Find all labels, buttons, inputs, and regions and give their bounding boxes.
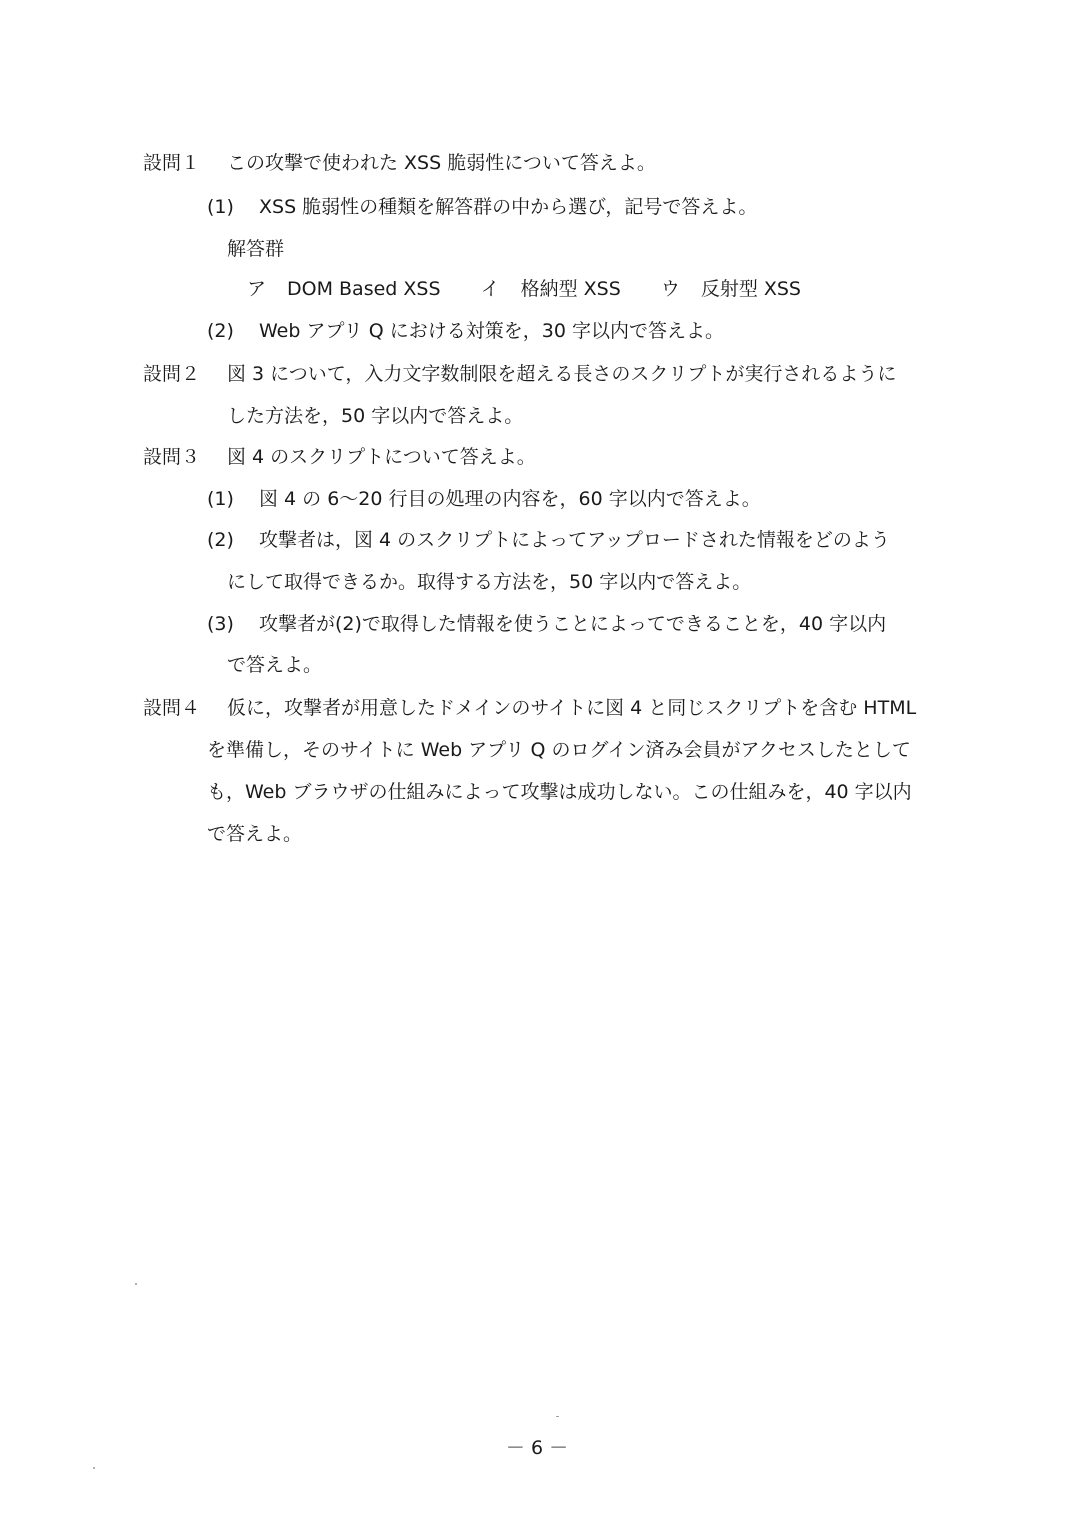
question-3-sub-2-line-2: にして取得できるか。取得する方法を，50 字以内で答えよ。	[227, 571, 752, 593]
question-3-sub-2-label: (2)	[207, 529, 234, 551]
page-number: － 6 －	[505, 1437, 569, 1459]
answer-choice-a-letter: ア	[247, 278, 267, 300]
question-3-sub-3-label: (3)	[207, 613, 234, 635]
question-3-sub-1-text: 図 4 の 6～20 行目の処理の内容を，60 字以内で答えよ。	[259, 488, 761, 510]
question-4-line-2: を準備し，そのサイトに Web アプリ Q のログイン済み会員がアクセスしたとして	[207, 739, 911, 761]
question-3-sub-3	[207, 611, 886, 637]
question-1	[143, 150, 656, 176]
question-3-sub-2	[207, 527, 890, 553]
question-3-sub-3-line-1: 攻撃者が(2)で取得した情報を使うことによってできることを，40 字以内	[259, 613, 887, 635]
answer-group-label: 解答群	[227, 238, 285, 260]
answer-choice-u	[661, 276, 801, 302]
answer-choice-i-letter: イ	[480, 278, 500, 300]
question-1-text: この攻撃で使われた XSS 脆弱性について答えよ。	[227, 152, 656, 174]
question-2-label: 設問２	[143, 363, 201, 385]
question-2-line-2: した方法を，50 字以内で答えよ。	[227, 405, 524, 427]
question-3-sub-1-label: (1)	[207, 488, 234, 510]
question-2	[143, 361, 896, 387]
answer-choice-a	[247, 276, 441, 302]
question-3-sub-1	[207, 486, 761, 512]
question-2-line-1: 図 3 について，入力文字数制限を超える長さのスクリプトが実行されるように	[227, 363, 897, 385]
question-1-sub-1-text: XSS 脆弱性の種類を解答群の中から選び，記号で答えよ。	[259, 196, 758, 218]
question-4-line-1: 仮に，攻撃者が用意したドメインのサイトに図 4 と同じスクリプトを含む HTML	[227, 697, 917, 719]
answer-choice-i	[481, 276, 621, 302]
answer-choice-u-text: 反射型 XSS	[700, 278, 801, 300]
question-1-sub-1	[207, 194, 757, 220]
question-1-sub-2-text: Web アプリ Q における対策を，30 字以内で答えよ。	[259, 320, 724, 342]
question-3-sub-2-line-1: 攻撃者は，図 4 のスクリプトによってアップロードされた情報をどのよう	[259, 529, 890, 551]
answer-choice-u-letter: ウ	[660, 278, 680, 300]
answer-choice-a-text: DOM Based XSS	[287, 278, 441, 300]
question-4	[143, 695, 916, 721]
scan-speck	[93, 1467, 95, 1469]
question-1-sub-1-label: (1)	[207, 196, 234, 218]
question-1-label: 設問１	[143, 152, 201, 174]
question-3	[143, 444, 536, 470]
question-3-text: 図 4 のスクリプトについて答えよ。	[227, 446, 536, 468]
scan-speck	[556, 1416, 559, 1417]
question-4-line-4: で答えよ。	[207, 823, 303, 845]
question-3-sub-3-line-2: で答えよ。	[227, 654, 323, 676]
question-4-label: 設問４	[143, 697, 201, 719]
question-1-sub-2-label: (2)	[207, 320, 234, 342]
question-4-line-3: も，Web ブラウザの仕組みによって攻撃は成功しない。この仕組みを，40 字以内	[207, 781, 912, 803]
answer-choices	[247, 276, 835, 302]
question-1-sub-2	[207, 318, 724, 344]
question-3-label: 設問３	[143, 446, 201, 468]
scan-speck	[135, 1283, 137, 1285]
answer-choice-i-text: 格納型 XSS	[520, 278, 621, 300]
